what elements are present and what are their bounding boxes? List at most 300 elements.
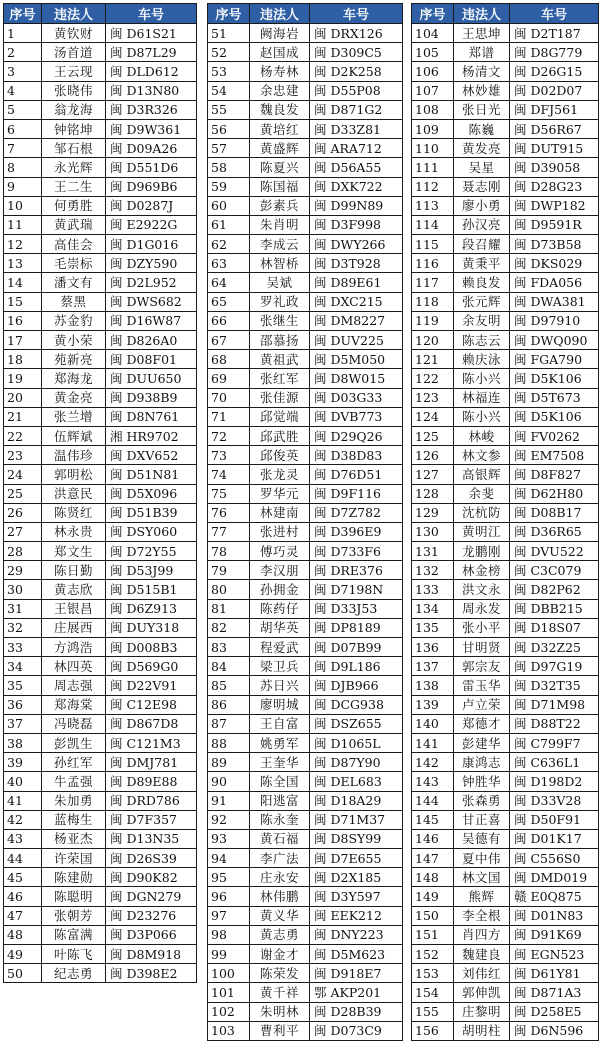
violation-table-part-2 xyxy=(207,3,403,1041)
violator-name: 程爱武 xyxy=(250,638,310,657)
table-row xyxy=(208,868,403,887)
violator-name: 胡华英 xyxy=(250,618,310,637)
table-row xyxy=(4,158,197,177)
row-index: 7 xyxy=(4,139,42,158)
table-row xyxy=(208,426,403,445)
row-index: 1 xyxy=(4,24,42,43)
table-row xyxy=(412,945,599,964)
plate-number: 闽 DXC215 xyxy=(310,292,403,311)
violator-name: 张日光 xyxy=(454,100,510,119)
table-row xyxy=(208,522,403,541)
row-index: 72 xyxy=(208,426,250,445)
violator-name: 康鸿志 xyxy=(454,753,510,772)
row-index: 71 xyxy=(208,407,250,426)
violator-name: 黄盛辉 xyxy=(250,139,310,158)
row-index: 96 xyxy=(208,887,250,906)
table-row xyxy=(208,753,403,772)
plate-number: 闽 DGN279 xyxy=(106,887,197,906)
violator-name: 纪志勇 xyxy=(42,964,106,983)
violator-name: 陈小兴 xyxy=(454,407,510,426)
row-index: 89 xyxy=(208,753,250,772)
row-index: 113 xyxy=(412,196,454,215)
row-index: 54 xyxy=(208,81,250,100)
table-row xyxy=(4,119,197,138)
row-index: 21 xyxy=(4,407,42,426)
table-row xyxy=(208,561,403,580)
plate-number: 闽 D56A55 xyxy=(310,158,403,177)
row-index: 140 xyxy=(412,714,454,733)
row-index: 46 xyxy=(4,887,42,906)
violator-name: 蓝梅生 xyxy=(42,810,106,829)
violator-name: 林永贵 xyxy=(42,522,106,541)
plate-number: 闽 D61S21 xyxy=(106,24,197,43)
violator-name: 钟胜华 xyxy=(454,772,510,791)
violator-name: 张森勇 xyxy=(454,791,510,810)
row-index: 116 xyxy=(412,254,454,273)
violator-name: 陈富满 xyxy=(42,925,106,944)
violator-name: 叶陈飞 xyxy=(42,945,106,964)
plate-number: 闽 D3T928 xyxy=(310,254,403,273)
plate-number: 闽 D26G15 xyxy=(510,62,599,81)
row-index: 100 xyxy=(208,964,250,983)
row-index: 139 xyxy=(412,695,454,714)
row-index: 14 xyxy=(4,273,42,292)
row-index: 144 xyxy=(412,791,454,810)
violator-name: 张兰增 xyxy=(42,407,106,426)
table-row xyxy=(208,983,403,1002)
violator-name: 黄明江 xyxy=(454,522,510,541)
row-index: 132 xyxy=(412,561,454,580)
violator-name: 庄黎明 xyxy=(454,1002,510,1021)
row-index: 128 xyxy=(412,484,454,503)
table-row xyxy=(208,369,403,388)
row-index: 25 xyxy=(4,484,42,503)
table-row xyxy=(4,772,197,791)
table-row xyxy=(208,676,403,695)
violator-name: 郑海棠 xyxy=(42,695,106,714)
table-row xyxy=(412,561,599,580)
violation-table-part-1 xyxy=(3,3,197,983)
table-row xyxy=(208,273,403,292)
violator-name: 阳逃富 xyxy=(250,791,310,810)
violator-name: 郑谱 xyxy=(454,43,510,62)
row-index: 74 xyxy=(208,465,250,484)
violator-name: 杨清文 xyxy=(454,62,510,81)
violator-name: 黄石福 xyxy=(250,829,310,848)
table-row xyxy=(412,350,599,369)
table-row xyxy=(208,235,403,254)
table-row xyxy=(4,311,197,330)
violator-name: 朱肖明 xyxy=(250,215,310,234)
plate-number: 闽 DSY060 xyxy=(106,522,197,541)
plate-number: 闽 DUT915 xyxy=(510,139,599,158)
row-index: 105 xyxy=(412,43,454,62)
table-row xyxy=(4,388,197,407)
table-row xyxy=(4,657,197,676)
row-index: 16 xyxy=(4,311,42,330)
table-row xyxy=(412,906,599,925)
plate-number: 闽 D87Y90 xyxy=(310,753,403,772)
table-row xyxy=(208,791,403,810)
row-index: 67 xyxy=(208,331,250,350)
plate-number: 闽 D28B39 xyxy=(310,1002,403,1021)
violator-name: 雷玉华 xyxy=(454,676,510,695)
row-index: 29 xyxy=(4,561,42,580)
table-row xyxy=(412,676,599,695)
row-index: 50 xyxy=(4,964,42,983)
row-index: 45 xyxy=(4,868,42,887)
row-index: 102 xyxy=(208,1002,250,1021)
violator-name: 陈荣发 xyxy=(250,964,310,983)
violator-name: 邹石根 xyxy=(42,139,106,158)
row-index: 111 xyxy=(412,158,454,177)
plate-number: 闽 D309C5 xyxy=(310,43,403,62)
plate-number: 闽 D551D6 xyxy=(106,158,197,177)
plate-number: 闽 D569G0 xyxy=(106,657,197,676)
table-row xyxy=(208,331,403,350)
row-index: 4 xyxy=(4,81,42,100)
violator-name: 张龙灵 xyxy=(250,465,310,484)
plate-number: 闽 D26S39 xyxy=(106,849,197,868)
table-row xyxy=(4,733,197,752)
row-index: 47 xyxy=(4,906,42,925)
plate-number: 闽 D396E9 xyxy=(310,522,403,541)
plate-number: 闽 D55P08 xyxy=(310,81,403,100)
table-row xyxy=(412,215,599,234)
row-index: 64 xyxy=(208,273,250,292)
table-row xyxy=(412,733,599,752)
plate-number: 闽 D50F91 xyxy=(510,810,599,829)
plate-number: 闽 D01K17 xyxy=(510,829,599,848)
row-index: 5 xyxy=(4,100,42,119)
violator-name: 李全根 xyxy=(454,906,510,925)
row-index: 75 xyxy=(208,484,250,503)
table-row xyxy=(4,714,197,733)
plate-number: 闽 D5M050 xyxy=(310,350,403,369)
row-index: 73 xyxy=(208,446,250,465)
table-row xyxy=(412,158,599,177)
row-index: 23 xyxy=(4,446,42,465)
row-index: 44 xyxy=(4,849,42,868)
table-row xyxy=(208,733,403,752)
table-row xyxy=(412,43,599,62)
violator-name: 张晓伟 xyxy=(42,81,106,100)
violator-name: 甘明贤 xyxy=(454,638,510,657)
violator-name: 陈夏兴 xyxy=(250,158,310,177)
row-index: 119 xyxy=(412,311,454,330)
plate-number: 闽 ARA712 xyxy=(310,139,403,158)
table-row xyxy=(4,407,197,426)
plate-number: 闽 D89E61 xyxy=(310,273,403,292)
table-row xyxy=(412,849,599,868)
plate-number: 闽 D733F6 xyxy=(310,542,403,561)
row-index: 141 xyxy=(412,733,454,752)
header-index: 序号 xyxy=(208,4,250,24)
row-index: 152 xyxy=(412,945,454,964)
table-row xyxy=(208,484,403,503)
row-index: 18 xyxy=(4,350,42,369)
table-row xyxy=(412,983,599,1002)
violator-name: 林文参 xyxy=(454,446,510,465)
row-index: 30 xyxy=(4,580,42,599)
violator-name: 郑海龙 xyxy=(42,369,106,388)
violator-name: 张继生 xyxy=(250,311,310,330)
plate-number: 闽 DVU522 xyxy=(510,542,599,561)
plate-number: 闽 D918E7 xyxy=(310,964,403,983)
violator-name: 汤首道 xyxy=(42,43,106,62)
plate-number: 闽 D51B39 xyxy=(106,503,197,522)
violator-name: 郭宗友 xyxy=(454,657,510,676)
plate-number: 闽 D073C9 xyxy=(310,1021,403,1040)
plate-number: 闽 FV0262 xyxy=(510,426,599,445)
plate-number: 闽 D9W361 xyxy=(106,119,197,138)
row-index: 133 xyxy=(412,580,454,599)
violator-name: 王奎华 xyxy=(250,753,310,772)
row-index: 143 xyxy=(412,772,454,791)
plate-number: 闽 D5M623 xyxy=(310,945,403,964)
table-row xyxy=(4,254,197,273)
table-row xyxy=(4,849,197,868)
row-index: 19 xyxy=(4,369,42,388)
table-row xyxy=(412,714,599,733)
row-index: 84 xyxy=(208,657,250,676)
plate-number: 闽 D03G33 xyxy=(310,388,403,407)
table-row xyxy=(208,215,403,234)
violator-name: 廖明城 xyxy=(250,695,310,714)
plate-number: 闽 DNY223 xyxy=(310,925,403,944)
table-row xyxy=(4,810,197,829)
violator-name: 孙红军 xyxy=(42,753,106,772)
table-row xyxy=(412,887,599,906)
table-row xyxy=(208,906,403,925)
table-row xyxy=(412,311,599,330)
row-index: 130 xyxy=(412,522,454,541)
table-row xyxy=(412,62,599,81)
table-row xyxy=(412,254,599,273)
table-row xyxy=(4,906,197,925)
table-row xyxy=(208,887,403,906)
table-row xyxy=(412,810,599,829)
violator-name: 黄金亮 xyxy=(42,388,106,407)
table-row xyxy=(4,522,197,541)
violator-name: 黄千祥 xyxy=(250,983,310,1002)
table-row xyxy=(4,350,197,369)
table-row xyxy=(412,868,599,887)
table-row xyxy=(208,829,403,848)
table-row xyxy=(4,887,197,906)
violator-name: 王二生 xyxy=(42,177,106,196)
table-row xyxy=(412,388,599,407)
violator-name: 陈小兴 xyxy=(454,369,510,388)
table-row xyxy=(4,446,197,465)
plate-number: 闽 D32T35 xyxy=(510,676,599,695)
table-row xyxy=(4,945,197,964)
row-index: 38 xyxy=(4,733,42,752)
violator-name: 张元辉 xyxy=(454,292,510,311)
plate-number: 闽 D7E655 xyxy=(310,849,403,868)
violator-name: 赖庆泳 xyxy=(454,350,510,369)
violator-name: 魏建良 xyxy=(454,945,510,964)
row-index: 134 xyxy=(412,599,454,618)
table-row xyxy=(4,676,197,695)
row-index: 52 xyxy=(208,43,250,62)
row-index: 37 xyxy=(4,714,42,733)
violator-name: 庄展西 xyxy=(42,618,106,637)
table-row xyxy=(4,100,197,119)
table-row xyxy=(4,618,197,637)
violator-name: 张朝芳 xyxy=(42,906,106,925)
plate-number: 闽 D88T22 xyxy=(510,714,599,733)
violator-name: 林峻 xyxy=(454,426,510,445)
table-row xyxy=(4,829,197,848)
row-index: 3 xyxy=(4,62,42,81)
plate-number: 闽 D28G23 xyxy=(510,177,599,196)
plate-number: 闽 D91K69 xyxy=(510,925,599,944)
row-index: 114 xyxy=(412,215,454,234)
row-index: 63 xyxy=(208,254,250,273)
violator-name: 洪文永 xyxy=(454,580,510,599)
table-row xyxy=(4,465,197,484)
row-index: 41 xyxy=(4,791,42,810)
violator-name: 陈贤红 xyxy=(42,503,106,522)
table-row xyxy=(412,580,599,599)
violator-name: 廖小勇 xyxy=(454,196,510,215)
row-index: 53 xyxy=(208,62,250,81)
violator-name: 黄发亮 xyxy=(454,139,510,158)
row-index: 91 xyxy=(208,791,250,810)
table-row xyxy=(208,407,403,426)
table-row xyxy=(4,868,197,887)
table-row xyxy=(4,177,197,196)
violator-name: 郭明松 xyxy=(42,465,106,484)
plate-number: 闽 D8F827 xyxy=(510,465,599,484)
plate-number: 闽 DRD786 xyxy=(106,791,197,810)
violator-name: 钟铭坤 xyxy=(42,119,106,138)
table-row xyxy=(4,580,197,599)
plate-number: 闽 DBB215 xyxy=(510,599,599,618)
violator-name: 聂志刚 xyxy=(454,177,510,196)
plate-number: 闽 D3R326 xyxy=(106,100,197,119)
violator-name: 梁卫兵 xyxy=(250,657,310,676)
table-row xyxy=(208,810,403,829)
plate-number: 闽 C121M3 xyxy=(106,733,197,752)
plate-number: 闽 DRX126 xyxy=(310,24,403,43)
row-index: 66 xyxy=(208,311,250,330)
plate-number: 闽 D2L952 xyxy=(106,273,197,292)
violator-name: 何勇胜 xyxy=(42,196,106,215)
plate-number: 闽 C3C079 xyxy=(510,561,599,580)
plate-number: 闽 DXK722 xyxy=(310,177,403,196)
plate-number: 闽 DUU650 xyxy=(106,369,197,388)
plate-number: 闽 D0287J xyxy=(106,196,197,215)
plate-number: 闽 FGA790 xyxy=(510,350,599,369)
plate-number: 闽 D1G016 xyxy=(106,235,197,254)
table-row xyxy=(208,964,403,983)
table-row xyxy=(4,695,197,714)
violator-name: 龙鹏刚 xyxy=(454,542,510,561)
header-row xyxy=(4,4,197,24)
row-index: 151 xyxy=(412,925,454,944)
plate-number: 闽 D36R65 xyxy=(510,522,599,541)
row-index: 137 xyxy=(412,657,454,676)
row-index: 57 xyxy=(208,139,250,158)
violator-name: 张佳源 xyxy=(250,388,310,407)
violator-name: 许荣国 xyxy=(42,849,106,868)
row-index: 154 xyxy=(412,983,454,1002)
row-index: 101 xyxy=(208,983,250,1002)
table-row xyxy=(4,925,197,944)
violator-name: 刘伟红 xyxy=(454,964,510,983)
row-index: 60 xyxy=(208,196,250,215)
violator-name: 罗礼政 xyxy=(250,292,310,311)
violator-name: 牛孟强 xyxy=(42,772,106,791)
table-row xyxy=(208,119,403,138)
table-row xyxy=(208,446,403,465)
row-index: 104 xyxy=(412,24,454,43)
table-row xyxy=(208,542,403,561)
violator-name: 黄义华 xyxy=(250,906,310,925)
plate-number: 湘 HR9702 xyxy=(106,426,197,445)
violator-name: 甘正喜 xyxy=(454,810,510,829)
violator-name: 张进村 xyxy=(250,522,310,541)
plate-number: 闽 EGN523 xyxy=(510,945,599,964)
row-index: 26 xyxy=(4,503,42,522)
row-index: 51 xyxy=(208,24,250,43)
table-row xyxy=(412,369,599,388)
violator-name: 姚勇军 xyxy=(250,733,310,752)
table-row xyxy=(412,235,599,254)
plate-number: 闽 DM8227 xyxy=(310,311,403,330)
plate-number: 闽 D6N596 xyxy=(510,1021,599,1040)
violator-name: 周志强 xyxy=(42,676,106,695)
violator-name: 赖良发 xyxy=(454,273,510,292)
plate-number: 闽 EM7508 xyxy=(510,446,599,465)
table-row xyxy=(412,139,599,158)
table-row xyxy=(4,215,197,234)
plate-number: 闽 D938B9 xyxy=(106,388,197,407)
plate-number: 闽 DWY266 xyxy=(310,235,403,254)
row-index: 32 xyxy=(4,618,42,637)
table-row xyxy=(412,81,599,100)
plate-number: 闽 DFJ561 xyxy=(510,100,599,119)
plate-number: 闽 DKS029 xyxy=(510,254,599,273)
violator-name: 黄小荣 xyxy=(42,331,106,350)
table-row xyxy=(4,638,197,657)
table-row xyxy=(412,100,599,119)
table-row xyxy=(208,100,403,119)
plate-number: 闽 D871A3 xyxy=(510,983,599,1002)
violator-name: 余斐 xyxy=(454,484,510,503)
row-index: 40 xyxy=(4,772,42,791)
row-index: 136 xyxy=(412,638,454,657)
table-row xyxy=(4,139,197,158)
table-row xyxy=(4,484,197,503)
plate-number: 闽 D5T673 xyxy=(510,388,599,407)
plate-number: 闽 D5K106 xyxy=(510,369,599,388)
plate-number: 闽 DWS682 xyxy=(106,292,197,311)
plate-number: 闽 D198D2 xyxy=(510,772,599,791)
plate-number: 闽 D01N83 xyxy=(510,906,599,925)
row-index: 8 xyxy=(4,158,42,177)
violator-name: 王云现 xyxy=(42,62,106,81)
plate-number: 闽 E2922G xyxy=(106,215,197,234)
violator-name: 朱加勇 xyxy=(42,791,106,810)
plate-number: 闽 DZY590 xyxy=(106,254,197,273)
table-row xyxy=(412,24,599,43)
violator-name: 庄永安 xyxy=(250,868,310,887)
plate-number: 闽 D9F116 xyxy=(310,484,403,503)
table-row xyxy=(208,43,403,62)
